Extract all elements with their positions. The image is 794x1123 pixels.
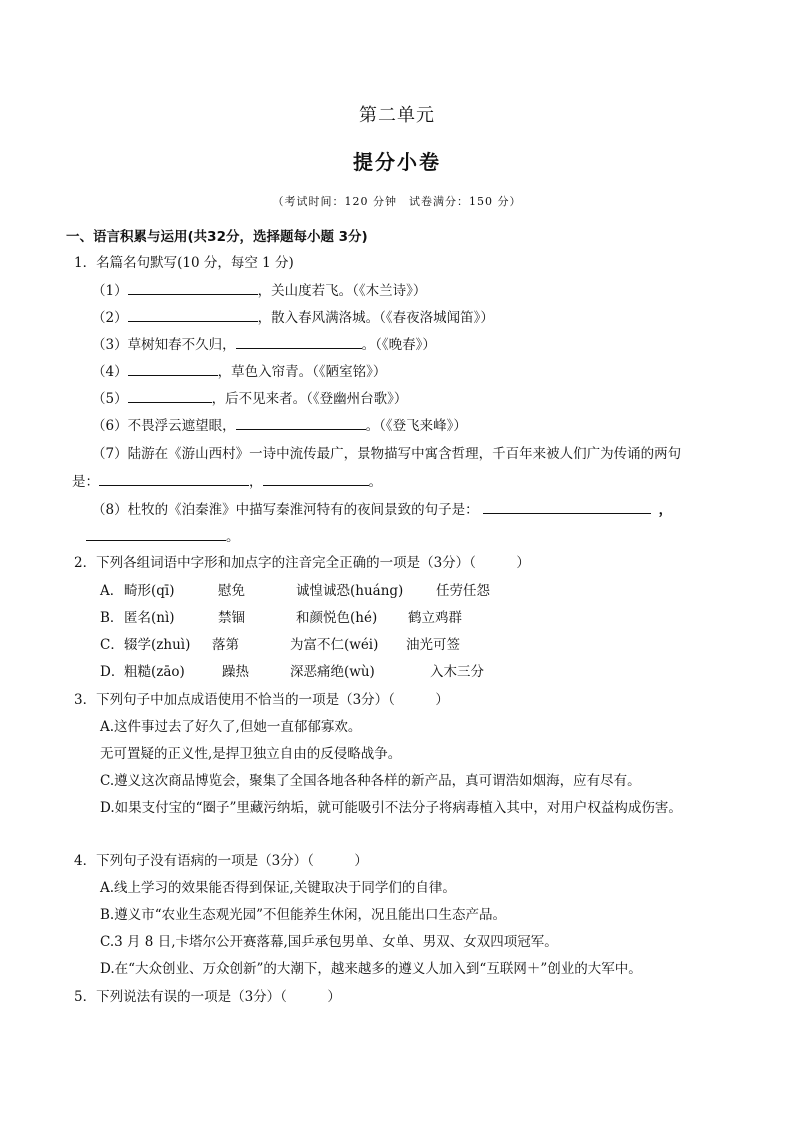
q2-option-c[interactable] xyxy=(100,636,460,654)
option-word: 粗糙(zāo) xyxy=(124,664,185,680)
separator: ， xyxy=(249,474,263,490)
q1-item-7-continued xyxy=(72,472,382,491)
item-text: ，散入春风满洛城。（《春夜洛城闻笛》） xyxy=(257,310,494,326)
item-text: 陆游在《游山西村》一诗中流传最广，景物描写中寓含哲理，千百年来被人们广为传诵的两句 xyxy=(127,446,682,462)
item-text: 草树知春不久归， xyxy=(127,337,236,353)
option-label: A． xyxy=(100,583,124,599)
option-word: 落第 xyxy=(212,637,239,653)
question-2-stem: 2．下列各组词语中字形和加点字的注音完全正确的一项是（3分）（ ） xyxy=(74,555,530,571)
paper-title: 提分小卷 xyxy=(353,150,441,174)
answer-blank[interactable] xyxy=(128,362,218,376)
item-number: （5） xyxy=(92,391,128,407)
item-number: （6） xyxy=(92,418,128,434)
item-text: ，草色入帘青。（《陋室铭》） xyxy=(217,364,387,380)
question-5-stem: 5．下列说法有误的一项是（3分）（ ） xyxy=(74,989,341,1005)
item-number: （2） xyxy=(92,310,128,326)
option-label: B． xyxy=(100,610,124,626)
option-word: 深恶痛绝(wù) xyxy=(290,664,375,680)
answer-blank[interactable] xyxy=(128,389,212,403)
option-label: D． xyxy=(100,664,125,680)
answer-blank[interactable] xyxy=(128,281,258,295)
item-text: 。（《晚春》） xyxy=(361,337,436,353)
answer-blank[interactable] xyxy=(86,527,226,541)
answer-blank[interactable] xyxy=(263,472,369,486)
item-text: ，后不见来者。（《登幽州台歌》） xyxy=(211,391,408,407)
q4-option-d[interactable]: D.在“大众创业、万众创新”的大潮下，越来越多的遵义人加入到“互联网＋”创业的大军中。 xyxy=(100,961,642,977)
q3-option-b[interactable]: 无可置疑的正义性,是捍卫独立自由的反侵略战争。 xyxy=(100,746,402,762)
option-word: 任劳任怨 xyxy=(436,583,490,599)
option-word: 鹤立鸡群 xyxy=(408,610,462,626)
q1-item-7 xyxy=(92,445,681,463)
option-word: 入木三分 xyxy=(430,664,484,680)
q1-item-6 xyxy=(92,416,467,435)
item-text: 不畏浮云遮望眼， xyxy=(127,418,236,434)
question-1-stem: 1．名篇名句默写(10 分，每空 1 分) xyxy=(74,255,294,271)
q2-option-d[interactable] xyxy=(100,663,484,681)
item-number: （8） xyxy=(92,502,128,518)
q1-item-3 xyxy=(92,335,436,354)
unit-heading: 第二单元 xyxy=(359,105,435,126)
option-word: 匿名(nì) xyxy=(124,610,175,626)
q2-option-a[interactable] xyxy=(100,582,490,600)
exam-info: （考试时间：120 分钟 试卷满分：150 分） xyxy=(272,195,522,208)
q4-option-c[interactable]: C.3 月 8 日,卡塔尔公开赛落幕,国乒承包男单、女单、男双、女双四项冠军。 xyxy=(100,934,558,950)
q1-item-8 xyxy=(92,500,672,519)
q1-item-1 xyxy=(92,281,426,300)
item-text: ，关山度若飞。（《木兰诗》） xyxy=(257,283,427,299)
item-number: （7） xyxy=(92,446,128,462)
period: 。 xyxy=(368,474,382,490)
q3-option-d[interactable]: D.如果支付宝的“圈子”里藏污纳垢，就可能吸引不法分子将病毒植入其中，对用户权益构成伤害。 xyxy=(100,800,682,816)
q1-item-8-continued xyxy=(86,527,240,546)
q4-option-a[interactable]: A.线上学习的效果能否得到保证,关键取决于同学们的自律。 xyxy=(100,880,456,896)
section-heading: 一、语言积累与运用(共32分，选择题每小题 3分) xyxy=(66,229,368,245)
option-label: C． xyxy=(100,637,124,653)
question-4-stem: 4．下列句子没有语病的一项是（3分）（ ） xyxy=(74,853,368,869)
option-word: 躁热 xyxy=(222,664,249,680)
option-word: 畸形(qī) xyxy=(124,583,175,599)
q2-option-b[interactable] xyxy=(100,609,462,627)
q3-option-c[interactable]: C.遵义这次商品博览会，聚集了全国各地各种各样的新产品，真可谓浩如烟海，应有尽有。 xyxy=(100,773,641,789)
option-word: 慰免 xyxy=(218,583,245,599)
item-text: 杜牧的《泊秦淮》中描写秦淮河特有的夜间景致的句子是： xyxy=(127,502,479,518)
answer-blank[interactable] xyxy=(483,500,651,514)
option-word: 油光可签 xyxy=(406,637,460,653)
answer-blank[interactable] xyxy=(99,472,249,486)
question-3-stem: 3．下列句子中加点成语使用不恰当的一项是（3分）（ ） xyxy=(74,692,449,708)
option-word: 辍学(zhuì) xyxy=(124,637,191,653)
separator: ， xyxy=(658,502,673,518)
item-text: 。（《登飞来峰》） xyxy=(365,418,467,434)
item-number: （1） xyxy=(92,283,128,299)
answer-blank[interactable] xyxy=(128,308,258,322)
answer-blank[interactable] xyxy=(236,335,362,349)
answer-blank[interactable] xyxy=(236,416,366,430)
item-number: （3） xyxy=(92,337,128,353)
item-number: （4） xyxy=(92,364,128,380)
q4-option-b[interactable]: B.遵义市“农业生态观光园”不但能养生休闲，况且能出口生态产品。 xyxy=(100,907,507,923)
option-word: 诚惶诚恐(huáng) xyxy=(296,583,404,599)
option-word: 禁锢 xyxy=(218,610,245,626)
q3-option-a[interactable]: A.这件事过去了好久了,但她一直郁郁寡欢。 xyxy=(100,719,362,735)
q1-item-2 xyxy=(92,308,494,327)
item-text: 是： xyxy=(72,474,99,490)
option-word: 为富不仁(wéi) xyxy=(290,637,379,653)
q1-item-5 xyxy=(92,389,407,408)
q1-item-4 xyxy=(92,362,386,381)
option-word: 和颜悦色(hé) xyxy=(296,610,378,626)
period: 。 xyxy=(226,529,240,545)
